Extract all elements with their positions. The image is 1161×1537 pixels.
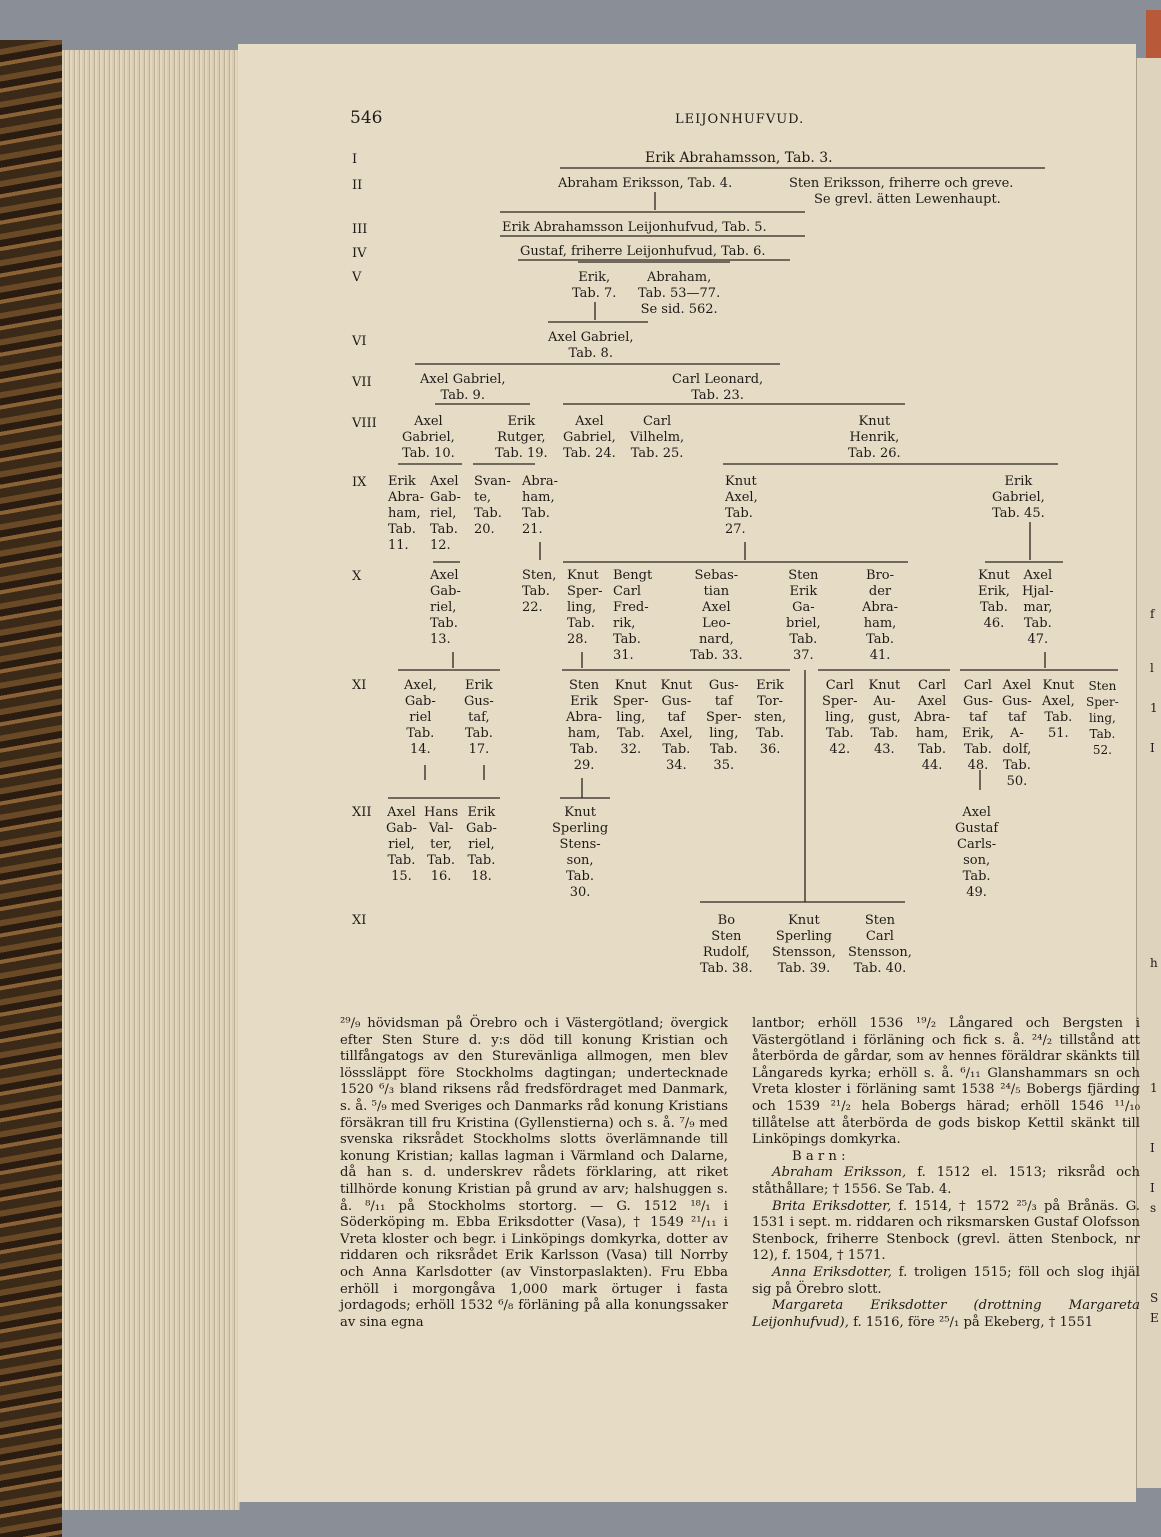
child-text: f. 1512 el. 1513; riksråd och ståthållare; † 1556. Se Tab. 4. [752,1165,1141,1197]
child-entry [752,1298,1140,1331]
tree-node: Sten Carl Stensson, Tab. 40. [848,913,912,976]
gen-label: II [352,178,363,193]
tree-node: Carl Sper- ling, Tab. 42. [822,678,858,757]
tree-node: Axel Gab- riel, Tab. 13. [430,568,461,647]
fragment: S [1150,1291,1159,1305]
tree-node: Knut Gus- taf Axel, Tab. 34. [660,678,693,773]
tree-node: Erik Gab- riel, Tab. 18. [466,805,497,884]
fragment: h [1150,956,1158,970]
tree-node: Bro- der Abra- ham, Tab. 41. [862,568,899,663]
tree-node: Erik Abrahamsson Leijonhufvud, Tab. 5. [502,220,767,235]
tree-node: Abraham Eriksson, Tab. 4. [558,176,733,191]
tree-node: Erik Abra- ham, Tab. 11. [388,474,425,553]
body-column-left [340,1016,728,1331]
fragment: I [1150,741,1155,755]
gen-label: VI [352,334,367,349]
child-text: f. 1516, före ²⁵/₁ på Ekeberg, † 1551 [848,1314,1094,1330]
tree-node: Axel Gustaf Carls- son, Tab. 49. [955,805,999,900]
tree-node: Axel Hjal- mar, Tab. 47. [1022,568,1054,647]
tree-node: Axel, Gab- riel Tab. 14. [404,678,437,757]
tree-node: Axel Gab- riel, Tab. 15. [386,805,417,884]
tree-node: Sten Erik Abra- ham, Tab. 29. [566,678,603,773]
tree-node: Sten Sper- ling, Tab. 52. [1086,679,1119,757]
child-entry [752,1265,1140,1298]
tree-node: Axel Gus- taf A- dolf, Tab. 50. [1002,678,1032,789]
tree-node: Sten Erik Ga- briel, Tab. 37. [786,568,821,663]
tree-node: Sebas- tian Axel Leo- nard, Tab. 33. [690,568,743,663]
gen-label: III [352,222,368,237]
gen-label: X [352,569,362,584]
tree-node: Gus- taf Sper- ling, Tab. 35. [706,678,742,773]
tree-node: Gustaf, friherre Leijonhufvud, Tab. 6. [520,244,766,259]
tree-node: Axel Gabriel, Tab. 24. [563,414,616,461]
section-heading: B a r n : [792,1148,846,1164]
gen-label: I [352,152,358,167]
fragment: s [1150,1201,1157,1215]
gen-label: XI [352,678,367,693]
tree-node: Knut Sper- ling, Tab. 32. [613,678,649,757]
paragraph: lantbor; erhöll 1536 ¹⁹/₂ Långared och Bergsten i Västergötland i förläning och fick s. å. ²⁴/₂ tillstånd att återbörda de gårdar, som av hennes föräldrar skänkts till Långareds kyrka; erhöll s. å. ⁶/₁₁ Glanshammars sn och Vreta kloster i förläning samt 1538 ²⁴/₅ Bobergs fjärding och 1539 ²¹/₂ hela Bobergs härad; erhöll 1546 ¹¹/₁₀ tillåtelse att återbörda de gods biskop Kettil skänkt till Linköpings domkyrka. [752,1016,1140,1148]
tree-node: Svan- te, Tab. 20. [474,474,511,537]
tree-node: Knut Sperling Stens- son, Tab. 30. [552,805,609,900]
child-entry [752,1165,1140,1198]
gen-label: VII [352,375,372,390]
paragraph: ²⁹/₉ hövidsman på Örebro och i Västergötland; övergick efter Sten Sture d. y:s död till konung Kristian och tillfångatogs av den Sturevänliga allmogen, men blev lösssläppt före Stockholms dagtingan; undertecknade 1520 ⁶/₃ bland riksens råd fredsfördraget med Danmark, s. å. ⁵/₉ med Sveriges och Danmarks råd konung Kristians försäkran till fru Kristina (Gyllenstierna) och s. å. ⁷/₉ med svenska riksrådet Stockholms slotts överlämnande till konung Kristian; kallas lagman i Värmland och Dalarne, då han s. d. underskrev rådets förklaring, att riket tillhörde konung Kristian på grund av arv; halshuggen s. å. ⁸/₁₁ på Stockholms stortorg. — G. 1512 ¹⁸/₁ i Söderköping m. Ebba Eriksdotter (Vasa), † 1549 ²¹/₁₁ i Vreta kloster och begr. i Linköpings domkyrka, dotter av riddaren och riksrådet Erik Karlsson (Vasa) till Norrby och Anna Karlsdotter (av Vinstorpaslakten). Fru Ebba erhöll i morgongåva 1,000 mark örtuger i fasta jordagods; erhöll 1532 ⁶/₈ förläning på alla konungssaker av sina egna [340,1016,728,1330]
fragment: E [1150,1311,1159,1325]
tree-node: Erik Gus- taf, Tab. 17. [464,678,494,757]
tree-node: Erik Abrahamsson, Tab. 3. [645,150,833,166]
child-text: f. troligen 1515; föll och slog ihjäl sig på Örebro slott. [752,1264,1140,1297]
child-name: Anna Eriksdotter, [772,1264,892,1280]
tree-node: Carl Leonard, Tab. 23. [672,372,764,403]
tree-node: Axel Gab- riel, Tab. 12. [430,474,461,553]
tree-node: Bo Sten Rudolf, Tab. 38. [700,913,753,976]
tree-node: Knut Sperling Stensson, Tab. 39. [772,913,836,976]
tree-node: Carl Vilhelm, Tab. 25. [630,414,685,461]
page-number: 546 [350,108,383,128]
child-name: Margareta Eriksdotter (drottning Margareta Leijonhufvud), [752,1298,1140,1330]
tree-node: Knut Erik, Tab. 46. [978,568,1010,631]
gen-label: IV [352,246,367,261]
tree-node: Se grevl. ätten Lewenhaupt. [814,192,1001,207]
tree-node: Abraham, Tab. 53—77. Se sid. 562. [638,270,721,317]
fragment: l [1150,661,1154,675]
tree-node: Axel Gabriel, Tab. 8. [548,330,634,361]
gen-label: VIII [352,416,377,431]
tree-node: Sten Eriksson, friherre och greve. [789,176,1014,191]
fragment: 1 [1150,701,1158,715]
child-name: Abraham Eriksson, [772,1165,907,1181]
tree-node: Erik Gabriel, Tab. 45. [992,474,1045,521]
gen-label: XII [352,805,372,820]
fragment: 1 [1150,1081,1158,1095]
child-name: Brita Eriksdotter, [772,1198,892,1214]
fragment: f [1150,607,1155,621]
tree-node: Erik Tor- sten, Tab. 36. [754,678,787,757]
tree-node: Carl Axel Abra- ham, Tab. 44. [914,678,951,773]
tree-node: Knut Axel, Tab. 51. [1042,678,1075,741]
tree-node: Axel Gabriel, Tab. 9. [420,372,506,403]
tree-node: Hans Val- ter, Tab. 16. [424,805,459,884]
gen-label: V [352,270,362,285]
tree-node: Sten, Tab. 22. [522,568,557,615]
tree-node: Bengt Carl Fred- rik, Tab. 31. [613,568,653,663]
tree-node: Knut Henrik, Tab. 26. [848,414,901,461]
running-head: LEIJONHUFVUD. [675,112,805,127]
tree-node: Axel Gabriel, Tab. 10. [402,414,455,461]
tree-node: Erik Rutger, Tab. 19. [495,414,548,461]
gen-label: IX [352,475,367,490]
child-entry [752,1199,1140,1265]
gen-label: XI [352,913,367,928]
fragment: I [1150,1181,1155,1195]
child-text: f. 1514, † 1572 ²⁵/₃ på Brånäs. G. 1531 i sept. m. riddaren och riksmarsken Gustaf Olofsson Stenbock, friherre Stenbock (grevl. ätten Stenbock, nr 12), f. 1504, † 1571. [752,1198,1140,1264]
fragment: I [1150,1141,1155,1155]
tree-node: Abra- ham, Tab. 21. [522,474,559,537]
tree-node: Knut Axel, Tab. 27. [725,474,758,537]
tree-node: Knut Sper- ling, Tab. 28. [567,568,603,647]
tree-node: Knut Au- gust, Tab. 43. [868,678,901,757]
body-column-right [752,1016,1140,1331]
tree-node: Erik, Tab. 7. [572,270,617,301]
tree-node: Carl Gus- taf Erik, Tab. 48. [962,678,994,773]
